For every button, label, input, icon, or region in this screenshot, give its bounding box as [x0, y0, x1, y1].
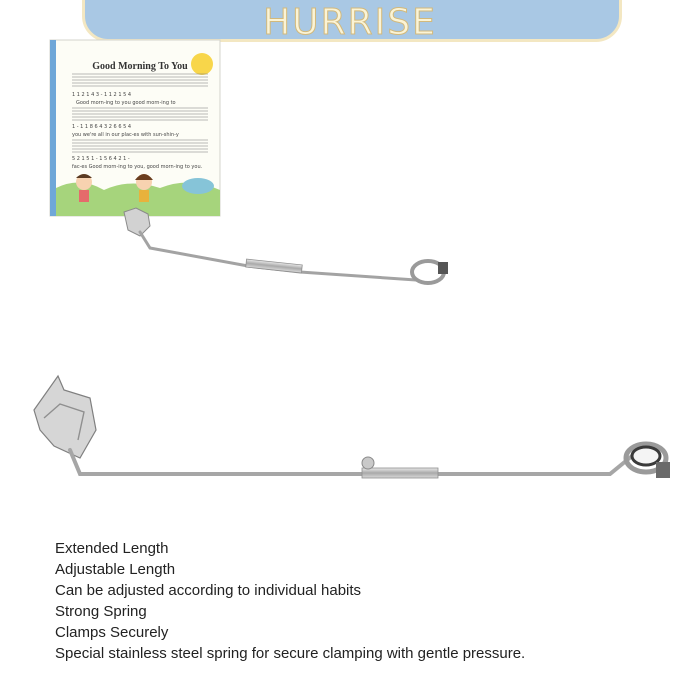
feature-item: Adjustable Length [55, 561, 176, 578]
feature-item: Can be adjusted according to individual habits [55, 582, 362, 599]
sheet-lyrics-3: fac-es Good morn-ing to you, good morn-ing to you. [72, 164, 203, 170]
small-ring-screw [438, 262, 448, 274]
music-sheet-card [50, 40, 220, 216]
pond [182, 178, 214, 194]
small-sleeve [246, 259, 303, 273]
large-ring-screw [656, 462, 670, 478]
feature-item: Strong Spring [55, 603, 147, 620]
sheet-lyrics-1: Good morn-ing to you good morn-ing to [76, 100, 176, 106]
feature-item: Special stainless steel spring for secure clamping with gentle pressure. [55, 645, 526, 662]
large-lyre-clip [34, 376, 96, 458]
sheet-lyrics-2: you we're all in our plac-es with sun-shin-y [72, 132, 179, 138]
feature-item: Extended Length [55, 540, 169, 557]
feature-item: Clamps Securely [55, 624, 169, 641]
large-rod [70, 450, 632, 474]
lyre-holder-large [34, 376, 670, 478]
sheet-binding-strip [50, 40, 56, 216]
lyre-holder-small [124, 208, 448, 283]
sheet-numbers-2: 1 - 1 1 8 6 4 3 2 6 6 5 4 [72, 124, 132, 130]
sheet-numbers-3: 5 2 1 5 1 - 1 5 6 4 2 1 - [72, 156, 130, 162]
sun-icon [191, 53, 213, 75]
thumb-screw [362, 457, 374, 469]
brand-logo: HURRISE [263, 2, 437, 43]
sheet-title: Good Morning To You [92, 61, 188, 72]
sheet-numbers-1: 1 1 2 1 4 3 - 1 1 2 1 5 4 [72, 92, 132, 98]
large-sleeve [362, 468, 438, 478]
feature-list [55, 538, 525, 664]
small-rod [140, 232, 416, 280]
